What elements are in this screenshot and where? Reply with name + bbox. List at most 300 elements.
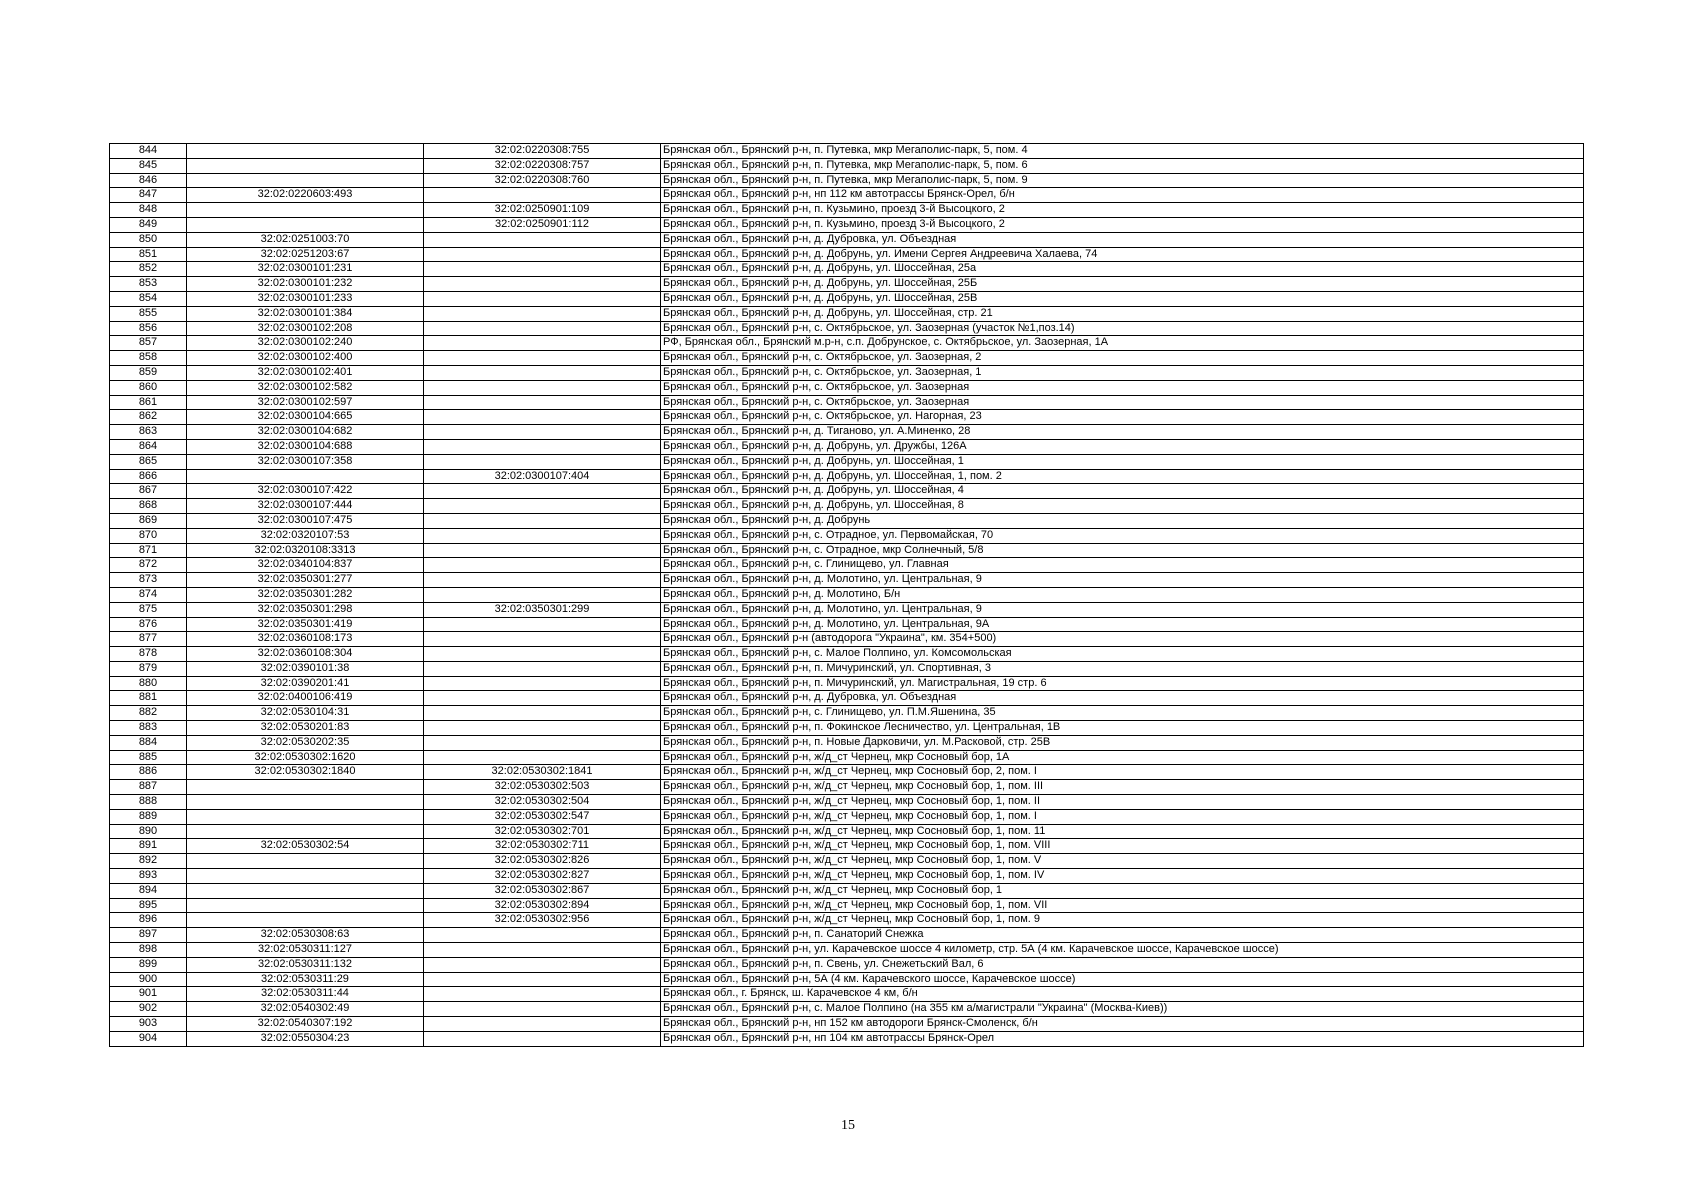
cadastral-number-land-cell: 32:02:0350301:419: [187, 617, 424, 632]
cadastral-number-building-cell: [424, 410, 661, 425]
row-number-cell: 898: [110, 943, 187, 958]
row-number-cell: 865: [110, 454, 187, 469]
cadastral-number-land-cell: [187, 869, 424, 884]
row-number-cell: 891: [110, 839, 187, 854]
cadastral-number-building-cell: [424, 928, 661, 943]
cadastral-number-land-cell: [187, 217, 424, 232]
cadastral-number-land-cell: [187, 173, 424, 188]
table-row: [110, 661, 1584, 676]
cadastral-number-land-cell: 32:02:0300101:233: [187, 291, 424, 306]
address-cell: Брянская обл., Брянский р-н, д. Молотино, ул. Центральная, 9: [661, 602, 1584, 617]
cadastral-number-building-cell: [424, 321, 661, 336]
row-number-cell: 880: [110, 676, 187, 691]
row-number-cell: 886: [110, 765, 187, 780]
row-number-cell: 863: [110, 425, 187, 440]
cadastral-number-land-cell: 32:02:0300107:444: [187, 499, 424, 514]
address-cell: Брянская обл., Брянский р-н, ж/д_ст Чернец, мкр Сосновый бор, 1, пом. VIII: [661, 839, 1584, 854]
cadastral-number-building-cell: [424, 661, 661, 676]
row-number-cell: 896: [110, 913, 187, 928]
address-cell: Брянская обл., Брянский р-н, ж/д_ст Чернец, мкр Сосновый бор, 1, пом. III: [661, 780, 1584, 795]
cadastral-number-land-cell: 32:02:0530308:63: [187, 928, 424, 943]
address-cell: Брянская обл., Брянский р-н, п. Путевка, мкр Мегаполис-парк, 5, пом. 9: [661, 173, 1584, 188]
cadastral-number-building-cell: [424, 277, 661, 292]
cadastral-number-land-cell: 32:02:0220603:493: [187, 188, 424, 203]
address-cell: Брянская обл., Брянский р-н, п. Кузьмино, проезд 3-й Высоцкого, 2: [661, 217, 1584, 232]
row-number-cell: 889: [110, 809, 187, 824]
row-number-cell: 899: [110, 957, 187, 972]
cadastral-number-building-cell: 32:02:0250901:109: [424, 203, 661, 218]
row-number-cell: 853: [110, 277, 187, 292]
table-row: [110, 232, 1584, 247]
address-cell: Брянская обл., Брянский р-н, п. Кузьмино, проезд 3-й Высоцкого, 2: [661, 203, 1584, 218]
cadastral-number-building-cell: [424, 735, 661, 750]
row-number-cell: 844: [110, 144, 187, 159]
row-number-cell: 892: [110, 854, 187, 869]
table-row: [110, 351, 1584, 366]
address-cell: Брянская обл., Брянский р-н, ж/д_ст Чернец, мкр Сосновый бор, 1, пом. 9: [661, 913, 1584, 928]
address-cell: Брянская обл., Брянский р-н, п. Мичуринский, ул. Магистральная, 19 стр. 6: [661, 676, 1584, 691]
address-cell: Брянская обл., Брянский р-н, д. Добрунь, ул. Шоссейная, 8: [661, 499, 1584, 514]
table-row: [110, 336, 1584, 351]
address-cell: Брянская обл., Брянский р-н, ж/д_ст Чернец, мкр Сосновый бор, 1, пом. IV: [661, 869, 1584, 884]
table-row: [110, 676, 1584, 691]
table-row: [110, 203, 1584, 218]
row-number-cell: 890: [110, 824, 187, 839]
cadastral-number-land-cell: 32:02:0540302:49: [187, 1002, 424, 1017]
cadastral-number-land-cell: 32:02:0540307:192: [187, 1017, 424, 1032]
address-cell: Брянская обл., Брянский р-н, ж/д_ст Чернец, мкр Сосновый бор, 1, пом. VII: [661, 898, 1584, 913]
address-cell: Брянская обл., Брянский р-н, д. Добрунь, ул. Шоссейная, 1, пом. 2: [661, 469, 1584, 484]
address-cell: Брянская обл., Брянский р-н, с. Отрадное, мкр Солнечный, 5/8: [661, 543, 1584, 558]
table-row: [110, 913, 1584, 928]
cadastral-number-land-cell: [187, 469, 424, 484]
cadastral-number-building-cell: 32:02:0250901:112: [424, 217, 661, 232]
cadastral-number-land-cell: 32:02:0530302:1620: [187, 750, 424, 765]
row-number-cell: 888: [110, 795, 187, 810]
address-cell: Брянская обл., г. Брянск, ш. Карачевское 4 км, б/н: [661, 987, 1584, 1002]
row-number-cell: 893: [110, 869, 187, 884]
cadastral-number-building-cell: [424, 528, 661, 543]
table-row: [110, 291, 1584, 306]
cadastral-number-building-cell: [424, 617, 661, 632]
cadastral-number-building-cell: [424, 365, 661, 380]
address-cell: Брянская обл., Брянский р-н, нп 112 км автотрассы Брянск-Орел, б/н: [661, 188, 1584, 203]
cadastral-number-building-cell: [424, 351, 661, 366]
cadastral-number-building-cell: [424, 188, 661, 203]
cadastral-number-building-cell: [424, 943, 661, 958]
table-row: [110, 735, 1584, 750]
table-row: [110, 809, 1584, 824]
address-cell: Брянская обл., Брянский р-н, с. Октябрьское, ул. Заозерная, 1: [661, 365, 1584, 380]
row-number-cell: 894: [110, 883, 187, 898]
row-number-cell: 878: [110, 647, 187, 662]
table-row: [110, 647, 1584, 662]
row-number-cell: 866: [110, 469, 187, 484]
table-row: [110, 217, 1584, 232]
row-number-cell: 895: [110, 898, 187, 913]
table-row: [110, 528, 1584, 543]
cadastral-number-building-cell: [424, 573, 661, 588]
cadastral-number-building-cell: 32:02:0220308:755: [424, 144, 661, 159]
address-cell: Брянская обл., Брянский р-н, с. Октябрьское, ул. Заозерная: [661, 380, 1584, 395]
cadastral-number-land-cell: 32:02:0530302:1840: [187, 765, 424, 780]
row-number-cell: 877: [110, 632, 187, 647]
row-number-cell: 872: [110, 558, 187, 573]
row-number-cell: 876: [110, 617, 187, 632]
cadastral-number-land-cell: 32:02:0300102:240: [187, 336, 424, 351]
table-row: [110, 928, 1584, 943]
address-cell: Брянская обл., Брянский р-н, п. Мичуринский, ул. Спортивная, 3: [661, 661, 1584, 676]
table-row: [110, 691, 1584, 706]
table-row: [110, 262, 1584, 277]
cadastral-number-building-cell: [424, 543, 661, 558]
row-number-cell: 884: [110, 735, 187, 750]
cadastral-number-land-cell: 32:02:0320107:53: [187, 528, 424, 543]
cadastral-number-land-cell: 32:02:0530311:29: [187, 972, 424, 987]
row-number-cell: 869: [110, 513, 187, 528]
cadastral-number-building-cell: [424, 1002, 661, 1017]
cadastral-number-building-cell: [424, 632, 661, 647]
cadastral-number-building-cell: [424, 706, 661, 721]
row-number-cell: 856: [110, 321, 187, 336]
cadastral-number-land-cell: [187, 898, 424, 913]
table-row: [110, 425, 1584, 440]
address-cell: Брянская обл., Брянский р-н, с. Глинищево, ул. Главная: [661, 558, 1584, 573]
address-cell: Брянская обл., Брянский р-н, д. Дубровка, ул. Объездная: [661, 691, 1584, 706]
table-row: [110, 454, 1584, 469]
table-row: [110, 247, 1584, 262]
row-number-cell: 871: [110, 543, 187, 558]
row-number-cell: 902: [110, 1002, 187, 1017]
cadastral-number-building-cell: 32:02:0530302:503: [424, 780, 661, 795]
table-row: [110, 957, 1584, 972]
cadastral-number-building-cell: [424, 247, 661, 262]
cadastral-number-building-cell: 32:02:0220308:757: [424, 158, 661, 173]
cadastral-number-land-cell: 32:02:0350301:282: [187, 587, 424, 602]
table-row: [110, 780, 1584, 795]
cadastral-number-land-cell: 32:02:0300104:688: [187, 439, 424, 454]
address-cell: Брянская обл., Брянский р-н, д. Тиганово, ул. А.Миненко, 28: [661, 425, 1584, 440]
row-number-cell: 882: [110, 706, 187, 721]
cadastral-number-building-cell: 32:02:0530302:711: [424, 839, 661, 854]
cadastral-number-building-cell: [424, 750, 661, 765]
table-row: [110, 395, 1584, 410]
row-number-cell: 849: [110, 217, 187, 232]
table-row: [110, 869, 1584, 884]
row-number-cell: 867: [110, 484, 187, 499]
address-cell: Брянская обл., Брянский р-н, д. Дубровка, ул. Объездная: [661, 232, 1584, 247]
page-number: 15: [841, 1118, 855, 1133]
row-number-cell: 851: [110, 247, 187, 262]
cadastral-number-land-cell: 32:02:0530311:132: [187, 957, 424, 972]
cadastral-number-land-cell: 32:02:0300101:232: [187, 277, 424, 292]
cadastral-number-land-cell: [187, 854, 424, 869]
cadastral-number-building-cell: 32:02:0530302:504: [424, 795, 661, 810]
address-cell: Брянская обл., Брянский р-н, нп 104 км автотрассы Брянск-Орел: [661, 1031, 1584, 1046]
cadastral-number-land-cell: 32:02:0350301:298: [187, 602, 424, 617]
cadastral-number-building-cell: 32:02:0530302:547: [424, 809, 661, 824]
cadastral-number-building-cell: [424, 454, 661, 469]
cadastral-number-land-cell: 32:02:0530311:127: [187, 943, 424, 958]
table-row: [110, 144, 1584, 159]
address-cell: Брянская обл., Брянский р-н, д. Добрунь, ул. Шоссейная, 25а: [661, 262, 1584, 277]
cadastral-number-land-cell: 32:02:0300104:665: [187, 410, 424, 425]
cadastral-number-land-cell: 32:02:0530202:35: [187, 735, 424, 750]
row-number-cell: 868: [110, 499, 187, 514]
row-number-cell: 852: [110, 262, 187, 277]
address-cell: Брянская обл., Брянский р-н, п. Фокинское Лесничество, ул. Центральная, 1В: [661, 721, 1584, 736]
table-row: [110, 543, 1584, 558]
table-row: [110, 188, 1584, 203]
table-row: [110, 410, 1584, 425]
cadastral-number-land-cell: 32:02:0360108:173: [187, 632, 424, 647]
row-number-cell: 847: [110, 188, 187, 203]
cadastral-number-land-cell: 32:02:0251203:67: [187, 247, 424, 262]
table-row: [110, 277, 1584, 292]
address-cell: Брянская обл., Брянский р-н, с. Октябрьское, ул. Нагорная, 23: [661, 410, 1584, 425]
cadastral-number-building-cell: [424, 587, 661, 602]
cadastral-number-building-cell: 32:02:0530302:867: [424, 883, 661, 898]
table-row: [110, 706, 1584, 721]
cadastral-number-building-cell: [424, 380, 661, 395]
address-cell: Брянская обл., Брянский р-н, п. Свень, ул. Снежетьский Вал, 6: [661, 957, 1584, 972]
cadastral-number-land-cell: 32:02:0400106:419: [187, 691, 424, 706]
address-cell: Брянская обл., Брянский р-н, с. Глинищево, ул. П.М.Яшенина, 35: [661, 706, 1584, 721]
cadastral-number-land-cell: 32:02:0300102:401: [187, 365, 424, 380]
table-row: [110, 558, 1584, 573]
row-number-cell: 858: [110, 351, 187, 366]
cadastral-number-building-cell: [424, 395, 661, 410]
cadastral-number-building-cell: [424, 972, 661, 987]
address-cell: Брянская обл., Брянский р-н, д. Молотино, Б/н: [661, 587, 1584, 602]
table-body: [110, 144, 1584, 1047]
address-cell: Брянская обл., Брянский р-н, п. Путевка, мкр Мегаполис-парк, 5, пом. 4: [661, 144, 1584, 159]
address-cell: Брянская обл., Брянский р-н, д. Добрунь, ул. Дружбы, 126А: [661, 439, 1584, 454]
row-number-cell: 901: [110, 987, 187, 1002]
row-number-cell: 874: [110, 587, 187, 602]
cadastral-number-building-cell: [424, 499, 661, 514]
cadastral-number-land-cell: [187, 913, 424, 928]
address-cell: Брянская обл., Брянский р-н, д. Молотино, ул. Центральная, 9: [661, 573, 1584, 588]
address-cell: Брянская обл., Брянский р-н, с. Октябрьское, ул. Заозерная (участок №1,поз.14): [661, 321, 1584, 336]
address-cell: Брянская обл., Брянский р-н, с. Октябрьское, ул. Заозерная: [661, 395, 1584, 410]
table-row: [110, 854, 1584, 869]
cadastral-number-building-cell: [424, 676, 661, 691]
row-number-cell: 885: [110, 750, 187, 765]
cadastral-number-land-cell: [187, 795, 424, 810]
table-row: [110, 321, 1584, 336]
table-row: [110, 469, 1584, 484]
cadastral-number-land-cell: [187, 158, 424, 173]
cadastral-number-land-cell: 32:02:0350301:277: [187, 573, 424, 588]
address-cell: Брянская обл., Брянский р-н, ж/д_ст Чернец, мкр Сосновый бор, 1, пом. V: [661, 854, 1584, 869]
table-row: [110, 513, 1584, 528]
address-cell: РФ, Брянская обл., Брянский м.р-н, с.п. Добрунское, с. Октябрьское, ул. Заозерная, 1А: [661, 336, 1584, 351]
cadastral-number-building-cell: 32:02:0530302:894: [424, 898, 661, 913]
table-row: [110, 602, 1584, 617]
cadastral-number-building-cell: [424, 987, 661, 1002]
cadastral-number-land-cell: 32:02:0530302:54: [187, 839, 424, 854]
cadastral-number-land-cell: 32:02:0251003:70: [187, 232, 424, 247]
cadastral-number-land-cell: 32:02:0530201:83: [187, 721, 424, 736]
row-number-cell: 870: [110, 528, 187, 543]
table-row: [110, 573, 1584, 588]
cadastral-number-land-cell: 32:02:0300102:400: [187, 351, 424, 366]
table-row: [110, 484, 1584, 499]
cadastral-number-building-cell: 32:02:0530302:1841: [424, 765, 661, 780]
address-cell: Брянская обл., Брянский р-н, нп 152 км автодороги Брянск-Смоленск, б/н: [661, 1017, 1584, 1032]
cadastral-number-building-cell: [424, 647, 661, 662]
cadastral-number-land-cell: [187, 809, 424, 824]
row-number-cell: 883: [110, 721, 187, 736]
cadastral-number-building-cell: [424, 513, 661, 528]
cadastral-number-building-cell: [424, 336, 661, 351]
cadastral-number-building-cell: 32:02:0530302:701: [424, 824, 661, 839]
address-cell: Брянская обл., Брянский р-н (автодорога "Украина", км. 354+500): [661, 632, 1584, 647]
row-number-cell: 855: [110, 306, 187, 321]
table-row: [110, 173, 1584, 188]
cadastral-number-land-cell: 32:02:0300107:422: [187, 484, 424, 499]
cadastral-number-land-cell: 32:02:0300102:208: [187, 321, 424, 336]
cadastral-number-building-cell: [424, 262, 661, 277]
cadastral-number-building-cell: [424, 306, 661, 321]
address-cell: Брянская обл., Брянский р-н, 5А (4 км. Карачевского шоссе, Карачевское шоссе): [661, 972, 1584, 987]
table-row: [110, 750, 1584, 765]
cadastral-number-land-cell: 32:02:0390101:38: [187, 661, 424, 676]
row-number-cell: 900: [110, 972, 187, 987]
cadastral-number-land-cell: 32:02:0300107:475: [187, 513, 424, 528]
cadastral-number-land-cell: 32:02:0300102:582: [187, 380, 424, 395]
cadastral-number-building-cell: [424, 721, 661, 736]
table-row: [110, 824, 1584, 839]
cadastral-number-building-cell: [424, 1017, 661, 1032]
cadastral-number-building-cell: [424, 558, 661, 573]
cadastral-number-building-cell: 32:02:0220308:760: [424, 173, 661, 188]
address-cell: Брянская обл., Брянский р-н, ж/д_ст Чернец, мкр Сосновый бор, 2, пом. I: [661, 765, 1584, 780]
row-number-cell: 887: [110, 780, 187, 795]
row-number-cell: 850: [110, 232, 187, 247]
address-cell: Брянская обл., Брянский р-н, д. Добрунь, ул. Шоссейная, 4: [661, 484, 1584, 499]
address-cell: Брянская обл., Брянский р-н, ж/д_ст Чернец, мкр Сосновый бор, 1, пом. II: [661, 795, 1584, 810]
table-row: [110, 883, 1584, 898]
cadastral-number-building-cell: 32:02:0350301:299: [424, 602, 661, 617]
address-cell: Брянская обл., Брянский р-н, д. Добрунь, ул. Шоссейная, 25Б: [661, 277, 1584, 292]
cadastral-number-land-cell: [187, 780, 424, 795]
row-number-cell: 846: [110, 173, 187, 188]
cadastral-number-building-cell: [424, 957, 661, 972]
cadastral-number-building-cell: 32:02:0530302:827: [424, 869, 661, 884]
cadastral-number-land-cell: 32:02:0360108:304: [187, 647, 424, 662]
cadastral-number-land-cell: 32:02:0320108:3313: [187, 543, 424, 558]
address-cell: Брянская обл., Брянский р-н, д. Добрунь, ул. Шоссейная, 25В: [661, 291, 1584, 306]
address-cell: Брянская обл., Брянский р-н, ж/д_ст Чернец, мкр Сосновый бор, 1: [661, 883, 1584, 898]
table-row: [110, 839, 1584, 854]
row-number-cell: 864: [110, 439, 187, 454]
table-row: [110, 943, 1584, 958]
table-row: [110, 721, 1584, 736]
address-cell: Брянская обл., Брянский р-н, ж/д_ст Чернец, мкр Сосновый бор, 1, пом. 11: [661, 824, 1584, 839]
cadastral-number-land-cell: 32:02:0530311:44: [187, 987, 424, 1002]
row-number-cell: 881: [110, 691, 187, 706]
cadastral-number-building-cell: [424, 484, 661, 499]
row-number-cell: 873: [110, 573, 187, 588]
row-number-cell: 845: [110, 158, 187, 173]
row-number-cell: 904: [110, 1031, 187, 1046]
table-row: [110, 1002, 1584, 1017]
address-cell: Брянская обл., Брянский р-н, п. Санаторий Снежка: [661, 928, 1584, 943]
row-number-cell: 859: [110, 365, 187, 380]
table-row: [110, 765, 1584, 780]
cadastral-number-building-cell: [424, 425, 661, 440]
table-row: [110, 380, 1584, 395]
cadastral-number-land-cell: [187, 144, 424, 159]
table-row: [110, 587, 1584, 602]
cadastral-number-building-cell: [424, 439, 661, 454]
table-row: [110, 499, 1584, 514]
cadastral-number-building-cell: 32:02:0530302:826: [424, 854, 661, 869]
address-cell: Брянская обл., Брянский р-н, с. Октябрьское, ул. Заозерная, 2: [661, 351, 1584, 366]
cadastral-number-building-cell: [424, 1031, 661, 1046]
table-row: [110, 158, 1584, 173]
table-row: [110, 439, 1584, 454]
cadastral-number-land-cell: [187, 203, 424, 218]
address-cell: Брянская обл., Брянский р-н, д. Добрунь, ул. Имени Сергея Андреевича Халаева, 74: [661, 247, 1584, 262]
address-cell: Брянская обл., Брянский р-н, с. Малое Полпино (на 355 км а/магистрали "Украина" (Москва-Киев)): [661, 1002, 1584, 1017]
table-row: [110, 1017, 1584, 1032]
address-cell: Брянская обл., Брянский р-н, с. Малое Полпино, ул. Комсомольская: [661, 647, 1584, 662]
address-cell: Брянская обл., Брянский р-н, п. Путевка, мкр Мегаполис-парк, 5, пом. 6: [661, 158, 1584, 173]
table-row: [110, 795, 1584, 810]
cadastral-number-building-cell: 32:02:0530302:956: [424, 913, 661, 928]
row-number-cell: 879: [110, 661, 187, 676]
cadastral-number-land-cell: 32:02:0340104:837: [187, 558, 424, 573]
address-cell: Брянская обл., Брянский р-н, д. Добрунь: [661, 513, 1584, 528]
table-row: [110, 617, 1584, 632]
address-cell: Брянская обл., Брянский р-н, д. Добрунь, ул. Шоссейная, стр. 21: [661, 306, 1584, 321]
cadastral-number-building-cell: [424, 232, 661, 247]
cadastral-number-land-cell: 32:02:0300102:597: [187, 395, 424, 410]
address-cell: Брянская обл., Брянский р-н, ж/д_ст Чернец, мкр Сосновый бор, 1А: [661, 750, 1584, 765]
table-row: [110, 1031, 1584, 1046]
row-number-cell: 897: [110, 928, 187, 943]
cadastral-number-land-cell: 32:02:0300104:682: [187, 425, 424, 440]
table-row: [110, 987, 1584, 1002]
row-number-cell: 861: [110, 395, 187, 410]
cadastral-number-land-cell: 32:02:0300101:231: [187, 262, 424, 277]
table-row: [110, 972, 1584, 987]
address-cell: Брянская обл., Брянский р-н, ул. Карачевское шоссе 4 километр, стр. 5А (4 км. Карачевское шоссе, Карачевское шоссе): [661, 943, 1584, 958]
cadastral-number-land-cell: 32:02:0550304:23: [187, 1031, 424, 1046]
table-row: [110, 632, 1584, 647]
cadastral-number-land-cell: 32:02:0300107:358: [187, 454, 424, 469]
row-number-cell: 860: [110, 380, 187, 395]
cadastral-number-land-cell: 32:02:0530104:31: [187, 706, 424, 721]
row-number-cell: 848: [110, 203, 187, 218]
address-cell: Брянская обл., Брянский р-н, д. Добрунь, ул. Шоссейная, 1: [661, 454, 1584, 469]
cadastral-number-building-cell: [424, 691, 661, 706]
cadastral-number-land-cell: [187, 824, 424, 839]
cadastral-number-land-cell: 32:02:0300101:384: [187, 306, 424, 321]
table-row: [110, 306, 1584, 321]
row-number-cell: 875: [110, 602, 187, 617]
row-number-cell: 857: [110, 336, 187, 351]
row-number-cell: 854: [110, 291, 187, 306]
cadastral-number-land-cell: 32:02:0390201:41: [187, 676, 424, 691]
cadastral-number-land-cell: [187, 883, 424, 898]
property-table: [109, 143, 1584, 1047]
address-cell: Брянская обл., Брянский р-н, с. Отрадное, ул. Первомайская, 70: [661, 528, 1584, 543]
address-cell: Брянская обл., Брянский р-н, ж/д_ст Чернец, мкр Сосновый бор, 1, пом. I: [661, 809, 1584, 824]
